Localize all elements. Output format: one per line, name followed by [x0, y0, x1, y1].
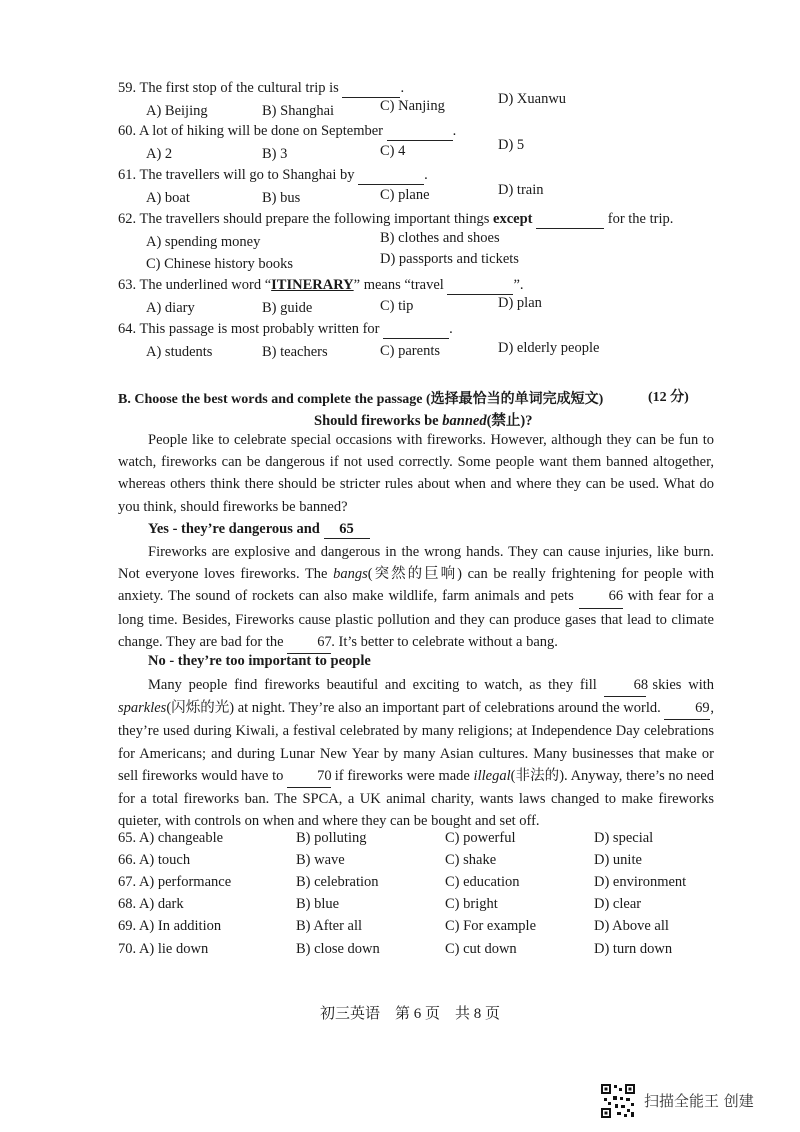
question-60-option-d: D) 5 — [498, 137, 525, 153]
question-63-option-a: A) diary — [146, 300, 195, 316]
question-61-option-b: B) bus — [262, 190, 301, 206]
option-69-d: D) Above all — [594, 918, 669, 934]
question-63-option-d: D) plan — [498, 295, 542, 311]
yes-paragraph: Fireworks are explosive and dangerous in the wrong hands. They can cause injuries, like burn. Not everyone loves fireworks. The bangs(突然的巨响) can be really frightening for people with anxiety. The sound of rockets can also make wildlife, farm animals and pets 66 with fear for a long time. Besides, Fireworks cause plastic pollution and they can produce gases that lead to climate change. They are bad for the 67. It’s better to celebrate without a bang. — [118, 541, 714, 654]
no-heading: No - they’re too important to people — [148, 653, 371, 669]
question-60-option-b: B) 3 — [262, 146, 288, 162]
question-59-option-c: C) Nanjing — [380, 98, 445, 114]
option-70-a: 70. A) lie down — [118, 941, 209, 957]
passage-title: Should fireworks be banned(禁止)? — [314, 413, 533, 429]
passage-intro: People like to celebrate special occasions with fireworks. However, although they can be fun to watch, fireworks can be dangerous if not used correctly. Some people want them banned altogether, whereas others think there should be stricter rules about when and where they can be used. What do you think, should fireworks be banned? — [118, 432, 714, 515]
option-68-a: 68. A) dark — [118, 896, 184, 912]
section-b-instruction: B. Choose the best words and complete the passage (选择最恰当的单词完成短文) — [118, 392, 604, 407]
option-66-d: D) unite — [594, 852, 642, 868]
option-67-c: C) education — [445, 874, 520, 890]
question-61-option-d: D) train — [498, 182, 544, 198]
option-68-c: C) bright — [445, 896, 498, 912]
question-64-option-a: A) students — [146, 344, 213, 360]
option-67-a: 67. A) performance — [118, 874, 232, 890]
option-70-d: D) turn down — [594, 941, 673, 957]
question-62-stem: 62. The travellers should prepare the following important things except for the trip. — [118, 211, 674, 227]
option-70-b: B) close down — [296, 941, 380, 957]
question-62-option-a: A) spending money — [146, 234, 261, 250]
question-61-stem: 61. The travellers will go to Shanghai by . — [118, 167, 428, 183]
question-60-option-a: A) 2 — [146, 146, 173, 162]
question-59-option-b: B) Shanghai — [262, 103, 335, 119]
option-67-b: B) celebration — [296, 874, 379, 890]
yes-heading: Yes - they’re dangerous and 65 — [148, 521, 370, 539]
question-64-option-b: B) teachers — [262, 344, 328, 360]
option-69-a: 69. A) In addition — [118, 918, 222, 934]
option-68-d: D) clear — [594, 896, 642, 912]
scanner-watermark: 扫描全能王 创建 — [644, 1092, 754, 1110]
page-footer: 初三英语 第 6 页 共 8 页 — [320, 1006, 501, 1022]
qr-code-icon — [600, 1083, 636, 1119]
question-64-stem: 64. This passage is most probably written for . — [118, 321, 453, 337]
no-paragraph: Many people find fireworks beautiful and exciting to watch, as they fill 68 skies with sparkles(闪烁的光) at night. They’re also an important part of celebrations around the world. 69, they’re used during Kiwali, a festival celebrated by many religions; at Independence Day celebrations for Americans; and during Lunar New Year by many Asian cultures. Many businesses that make or sell fireworks would have to 70 if fireworks were made illegal(非法的). Anyway, there’s no need for a total fireworks ban. The SPCA, a UK animal charity, wants laws changed to make fireworks quieter, with controls on when and where they can be bought and set off. — [118, 674, 714, 832]
question-61-option-a: A) boat — [146, 190, 190, 206]
option-70-c: C) cut down — [445, 941, 517, 957]
option-67-d: D) environment — [594, 874, 687, 890]
question-64-option-c: C) parents — [380, 343, 440, 359]
question-60-option-c: C) 4 — [380, 143, 406, 159]
question-62-option-d: D) passports and tickets — [380, 251, 519, 267]
question-60-stem: 60. A lot of hiking will be done on September . — [118, 123, 457, 139]
question-59-stem: 59. The first stop of the cultural trip is . — [118, 80, 405, 96]
option-69-c: C) For example — [445, 918, 537, 934]
question-59-option-d: D) Xuanwu — [498, 91, 567, 107]
question-59-option-a: A) Beijing — [146, 103, 208, 119]
option-65-c: C) powerful — [445, 830, 516, 846]
option-65-d: D) special — [594, 830, 654, 846]
question-62-option-b: B) clothes and shoes — [380, 230, 500, 246]
question-63-stem: 63. The underlined word “ITINERARY” means “travel ”. — [118, 277, 524, 293]
option-68-b: B) blue — [296, 896, 340, 912]
option-66-b: B) wave — [296, 852, 345, 868]
question-61-option-c: C) plane — [380, 187, 430, 203]
question-62-option-c: C) Chinese history books — [146, 256, 294, 272]
option-69-b: B) After all — [296, 918, 363, 934]
option-66-a: 66. A) touch — [118, 852, 191, 868]
question-63-option-c: C) tip — [380, 298, 414, 314]
option-66-c: C) shake — [445, 852, 497, 868]
question-64-option-d: D) elderly people — [498, 340, 600, 356]
question-63-option-b: B) guide — [262, 300, 313, 316]
option-65-a: 65. A) changeable — [118, 830, 224, 846]
section-b-score: (12 分) — [648, 390, 689, 405]
option-65-b: B) polluting — [296, 830, 367, 846]
